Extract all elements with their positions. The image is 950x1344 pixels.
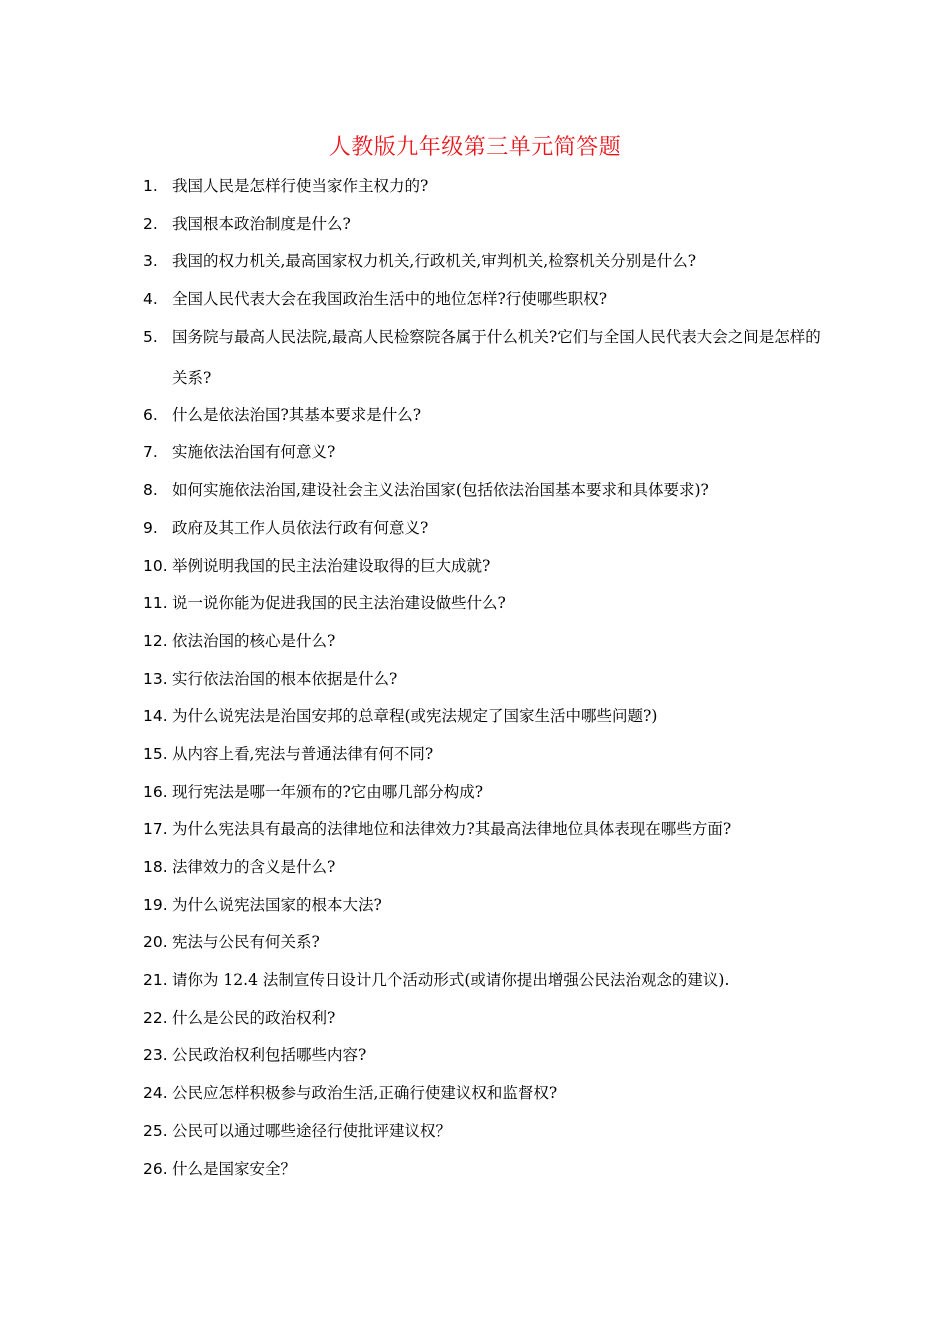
question-item <box>143 1077 823 1109</box>
question-text: 公民可以通过哪些途径行使批评建议权？ <box>172 1121 452 1140</box>
question-text: 全国人民代表大会在我国政治生活中的地位怎样?行使哪些职权? <box>172 290 608 309</box>
question-text: 法律效力的含义是什么? <box>172 858 336 876</box>
question-item <box>143 700 823 732</box>
question-number: 7. <box>143 443 158 462</box>
question-item <box>143 889 823 921</box>
question-item <box>143 1039 823 1071</box>
question-number: 6. <box>143 405 158 424</box>
question-number: 17. <box>143 820 168 839</box>
question-item <box>143 208 823 240</box>
question-text: 为什么说宪法国家的根本大法? <box>172 895 382 914</box>
question-number: 19. <box>143 895 168 914</box>
question-text: 什么是国家安全？ <box>172 1159 297 1178</box>
question-text: 国务院与最高人民法院,最高人民检察院各属于什么机关?它们与全国人民代表大会之间是怎样的关系? <box>172 327 821 387</box>
page-title: 人教版九年级第三单元简答题 <box>328 135 622 160</box>
question-text: 实施依法治国有何意义? <box>172 443 336 462</box>
question-item <box>143 317 823 399</box>
question-item <box>143 474 823 506</box>
question-text: 为什么说宪法是治国安邦的总章程(或宪法规定了国家生活中哪些问题?) <box>172 707 658 726</box>
question-item <box>143 926 823 958</box>
question-number: 13. <box>143 669 168 688</box>
question-item <box>143 1115 823 1147</box>
question-text: 公民政治权利包括哪些内容? <box>172 1046 367 1065</box>
question-item <box>143 964 823 996</box>
question-number: 26. <box>143 1159 168 1178</box>
question-number: 15. <box>143 744 168 763</box>
question-item <box>143 738 823 770</box>
question-list <box>143 170 823 1190</box>
question-number: 21. <box>143 971 168 990</box>
question-number: 5. <box>143 327 158 346</box>
question-text: 政府及其工作人员依法行政有何意义? <box>172 518 429 537</box>
question-number: 10. <box>143 556 168 575</box>
question-number: 11. <box>143 594 168 613</box>
question-item <box>143 399 823 431</box>
question-number: 16. <box>143 782 168 801</box>
question-item <box>143 550 823 582</box>
question-number: 9. <box>143 518 158 537</box>
question-text: 现行宪法是哪一年颁布的?它由哪几部分构成? <box>172 782 484 801</box>
question-item <box>143 663 823 695</box>
question-text: 实行依法治国的根本依据是什么? <box>172 669 398 688</box>
question-text: 举例说明我国的民主法治建设取得的巨大成就? <box>172 556 491 575</box>
question-text: 公民应怎样积极参与政治生活,正确行使建议权和监督权? <box>172 1084 558 1103</box>
question-number: 24. <box>143 1084 168 1103</box>
question-text: 什么是公民的政治权利? <box>172 1008 336 1027</box>
question-number: 25. <box>143 1121 168 1140</box>
question-number: 2. <box>143 214 158 233</box>
question-item <box>143 625 823 657</box>
question-item <box>143 1153 823 1185</box>
question-item <box>143 813 823 845</box>
question-text: 说一说你能为促进我国的民主法治建设做些什么? <box>172 594 506 613</box>
question-text: 我国人民是怎样行使当家作主权力的? <box>172 177 429 195</box>
question-item <box>143 512 823 544</box>
question-item <box>143 283 823 315</box>
question-item <box>143 245 823 277</box>
question-number: 14. <box>143 707 168 726</box>
question-number: 1. <box>143 177 158 195</box>
question-text: 依法治国的核心是什么? <box>172 631 336 650</box>
question-number: 20. <box>143 933 168 952</box>
question-item <box>143 851 823 883</box>
question-text: 如何实施依法治国,建设社会主义法治国家(包括依法治国基本要求和具体要求)? <box>172 481 709 500</box>
question-number: 18. <box>143 858 168 876</box>
question-number: 4. <box>143 290 158 309</box>
question-text: 什么是依法治国?其基本要求是什么? <box>172 405 422 424</box>
question-item <box>143 436 823 468</box>
question-number: 3. <box>143 252 158 271</box>
question-item <box>143 170 823 202</box>
question-number: 8. <box>143 481 158 500</box>
question-number: 12. <box>143 631 168 650</box>
question-text: 请你为 12.4 法制宣传日设计几个活动形式(或请你提出增强公民法治观念的建议). <box>172 971 730 990</box>
question-number: 23. <box>143 1046 168 1065</box>
question-item <box>143 776 823 808</box>
question-item <box>143 587 823 619</box>
question-item <box>143 1002 823 1034</box>
question-text: 我国根本政治制度是什么? <box>172 214 351 233</box>
question-text: 宪法与公民有何关系? <box>172 933 320 952</box>
question-text: 我国的权力机关,最高国家权力机关,行政机关,审判机关,检察机关分别是什么? <box>172 252 697 271</box>
question-text: 为什么宪法具有最高的法律地位和法律效力?其最高法律地位具体表现在哪些方面? <box>172 820 732 839</box>
question-text: 从内容上看,宪法与普通法律有何不同? <box>172 744 434 763</box>
question-number: 22. <box>143 1008 168 1027</box>
